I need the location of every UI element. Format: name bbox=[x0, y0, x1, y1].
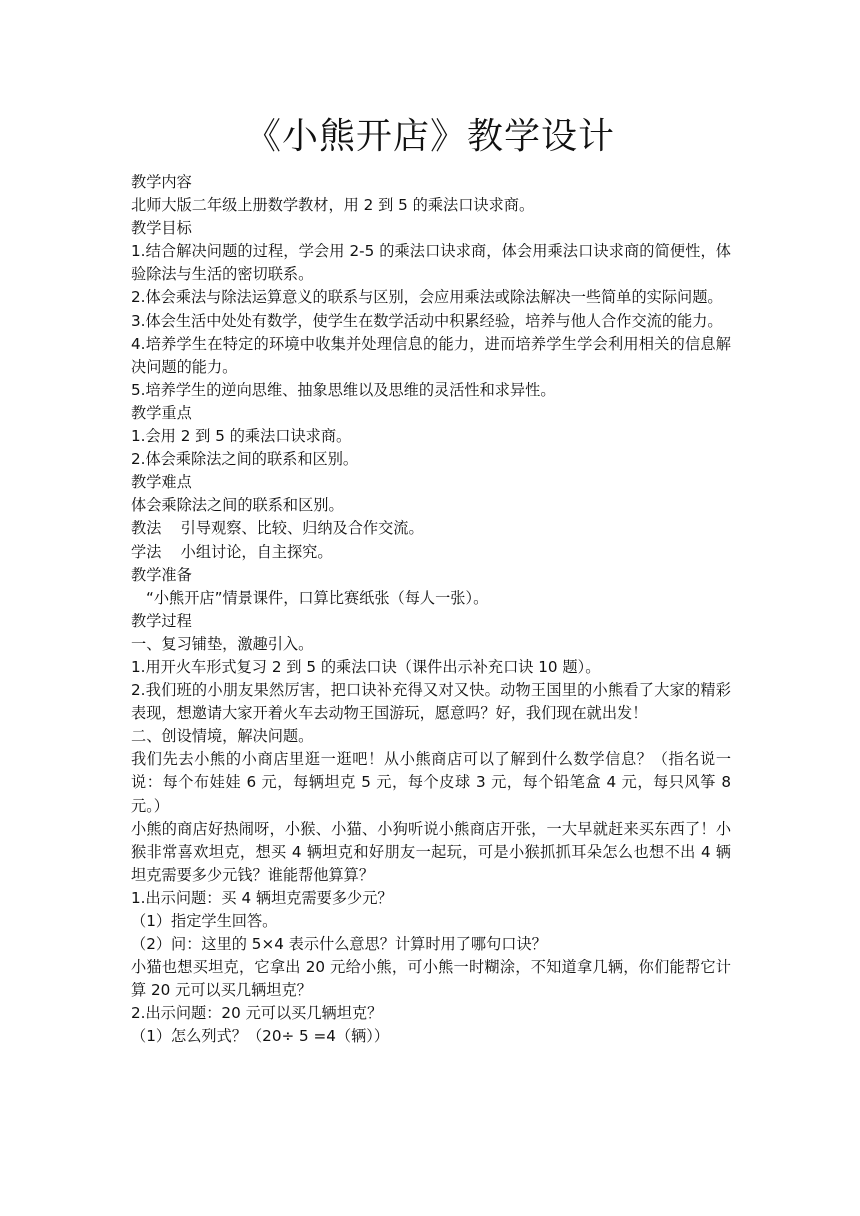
objective-item: 3.体会生活中处处有数学，使学生在数学活动中积累经验，培养与他人合作交流的能力。 bbox=[131, 311, 723, 330]
learning-method: 学法 小组讨论，自主探究。 bbox=[131, 542, 333, 561]
objective-item: 4.培养学生在特定的环境中收集并处理信息的能力，进而培养学生学会利用相关的信息解决问题的能力。 bbox=[131, 334, 731, 376]
objective-item: 1.结合解决问题的过程，学会用 2-5 的乘法口诀求商，体会用乘法口诀求商的简便性，体验除法与生活的密切联系。 bbox=[131, 242, 731, 284]
process-paragraph: 小猫也想买坦克，它拿出 20 元给小熊，可小熊一时糊涂，不知道拿几辆，你们能帮它计算 20 元可以买几辆坦克？ bbox=[131, 958, 731, 1000]
key-point-item: 1.会用 2 到 5 的乘法口诀求商。 bbox=[131, 427, 352, 446]
section-heading-objectives: 教学目标 bbox=[131, 219, 192, 238]
process-item: 2.出示问题：20 元可以买几辆坦克？ bbox=[131, 1004, 383, 1023]
process-sub-item: （2）问：这里的 5×4 表示什么意思？计算时用了哪句口诀？ bbox=[131, 935, 547, 954]
section-heading-preparation: 教学准备 bbox=[131, 565, 192, 584]
section-heading-content: 教学内容 bbox=[131, 173, 192, 191]
content-text: 北师大版二年级上册数学教材，用 2 到 5 的乘法口诀求商。 bbox=[131, 196, 535, 215]
section-heading-difficulties: 教学难点 bbox=[131, 473, 192, 492]
process-sub-item: （1）怎么列式？（20÷ 5 =4（辆）） bbox=[131, 1027, 390, 1046]
objective-item: 5.培养学生的逆向思维、抽象思维以及思维的灵活性和求异性。 bbox=[131, 380, 556, 399]
process-item: 1.用开火车形式复习 2 到 5 的乘法口诀（课件出示补充口诀 10 题）。 bbox=[131, 657, 601, 676]
process-paragraph: 小熊的商店好热闹呀，小猴、小猫、小狗听说小熊商店开张，一大早就赶来买东西了！小猴非常喜欢坦克，想买 4 辆坦克和好朋友一起玩，可是小猴抓抓耳朵怎么也想不出 4 辆坦克需要多少元钱？谁能帮他算算？ bbox=[131, 819, 731, 884]
document-body bbox=[131, 171, 736, 1049]
section-heading-process: 教学过程 bbox=[131, 611, 192, 630]
process-step-heading: 二、创设情境，解决问题。 bbox=[131, 727, 314, 746]
process-step-heading: 一、复习铺垫，激趣引入。 bbox=[131, 634, 314, 653]
process-item: 1.出示问题：买 4 辆坦克需要多少元？ bbox=[131, 888, 393, 907]
process-item: 2.我们班的小朋友果然厉害，把口诀补充得又对又快。动物王国里的小熊看了大家的精彩表现，想邀请大家开着火车去动物王国游玩，愿意吗？好，我们现在就出发！ bbox=[131, 681, 731, 723]
teaching-method: 教法 引导观察、比较、归纳及合作交流。 bbox=[131, 519, 424, 538]
process-sub-item: （1）指定学生回答。 bbox=[131, 912, 278, 930]
process-paragraph: 我们先去小熊的小商店里逛一逛吧！从小熊商店可以了解到什么数学信息？（指名说一说：每个布娃娃 6 元，每辆坦克 5 元，每个皮球 3 元，每个铅笔盒 4 元，每只风筝 8 元。） bbox=[131, 750, 736, 815]
key-point-item: 2.体会乘除法之间的联系和区别。 bbox=[131, 450, 359, 469]
objective-item: 2.体会乘法与除法运算意义的联系与区别，会应用乘法或除法解决一些简单的实际问题。 bbox=[131, 288, 723, 307]
preparation-text: “小熊开店”情景课件，口算比赛纸张（每人一张）。 bbox=[146, 588, 489, 607]
section-heading-key-points: 教学重点 bbox=[131, 403, 192, 422]
difficulty-text: 体会乘除法之间的联系和区别。 bbox=[131, 496, 344, 515]
document-title: 《小熊开店》教学设计 bbox=[244, 116, 615, 157]
